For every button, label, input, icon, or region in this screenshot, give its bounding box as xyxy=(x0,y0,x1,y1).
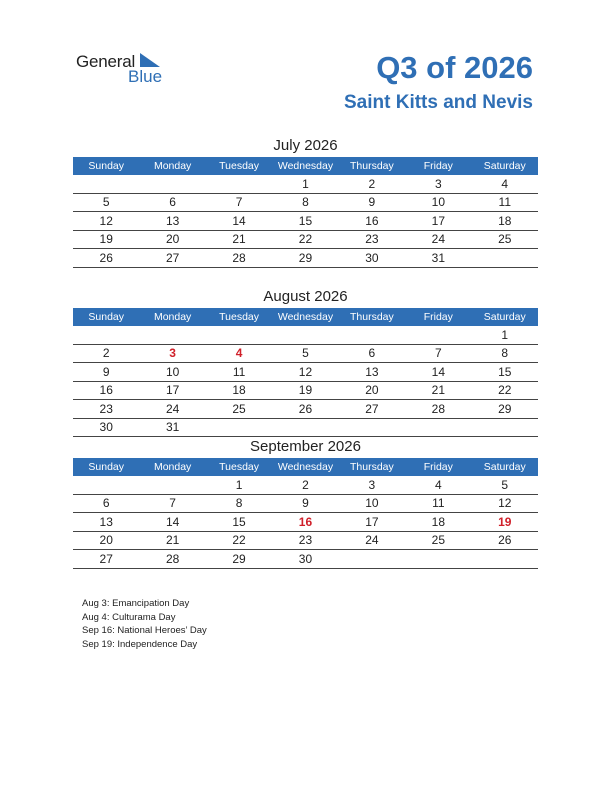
weekday-header: Saturday xyxy=(472,157,538,175)
page-title: Q3 of 2026 xyxy=(376,50,533,85)
empty-day-cell xyxy=(405,326,471,344)
month-calendar xyxy=(73,436,538,569)
weekday-header: Monday xyxy=(139,458,205,476)
empty-day-cell xyxy=(472,550,538,569)
day-cell: 5 xyxy=(472,476,538,494)
day-cell: 1 xyxy=(206,476,272,494)
month-calendar xyxy=(73,286,538,437)
weekday-header: Tuesday xyxy=(206,458,272,476)
empty-day-cell xyxy=(73,326,139,344)
day-cell: 9 xyxy=(272,494,338,513)
empty-day-cell xyxy=(472,418,538,437)
day-cell: 2 xyxy=(339,175,405,193)
day-cell: 30 xyxy=(73,418,139,437)
day-cell: 6 xyxy=(339,344,405,363)
day-cell: 1 xyxy=(472,326,538,344)
day-cell: 12 xyxy=(73,212,139,231)
day-cell: 23 xyxy=(339,230,405,249)
day-cell: 7 xyxy=(206,193,272,212)
day-cell: 28 xyxy=(206,249,272,268)
empty-day-cell xyxy=(405,550,471,569)
day-cell: 7 xyxy=(405,344,471,363)
weekday-header: Tuesday xyxy=(206,157,272,175)
day-cell: 8 xyxy=(206,494,272,513)
day-cell: 11 xyxy=(472,193,538,212)
week-row xyxy=(73,193,538,212)
empty-day-cell xyxy=(206,418,272,437)
day-cell: 17 xyxy=(405,212,471,231)
holiday-note: Aug 4: Culturama Day xyxy=(82,611,176,623)
day-cell: 2 xyxy=(272,476,338,494)
weekday-header: Saturday xyxy=(472,308,538,326)
day-cell: 9 xyxy=(339,193,405,212)
day-cell: 23 xyxy=(73,400,139,419)
month-grid xyxy=(73,157,538,268)
weekday-header: Tuesday xyxy=(206,308,272,326)
empty-day-cell xyxy=(272,326,338,344)
day-cell: 19 xyxy=(472,513,538,532)
week-row xyxy=(73,326,538,344)
day-cell: 11 xyxy=(405,494,471,513)
day-cell: 30 xyxy=(339,249,405,268)
day-cell: 27 xyxy=(339,400,405,419)
day-cell: 15 xyxy=(472,363,538,382)
week-row xyxy=(73,494,538,513)
day-cell: 26 xyxy=(272,400,338,419)
empty-day-cell xyxy=(472,249,538,268)
weekday-header-row xyxy=(73,458,538,476)
day-cell: 8 xyxy=(272,193,338,212)
day-cell: 12 xyxy=(272,363,338,382)
page-subtitle: Saint Kitts and Nevis xyxy=(344,92,533,113)
day-cell: 24 xyxy=(339,531,405,550)
empty-day-cell xyxy=(73,175,139,193)
weekday-header: Saturday xyxy=(472,458,538,476)
day-cell: 31 xyxy=(139,418,205,437)
day-cell: 1 xyxy=(272,175,338,193)
week-row xyxy=(73,363,538,382)
day-cell: 24 xyxy=(139,400,205,419)
week-row xyxy=(73,249,538,268)
month-grid xyxy=(73,458,538,569)
day-cell: 23 xyxy=(272,531,338,550)
month-title: September 2026 xyxy=(250,438,361,455)
day-cell: 3 xyxy=(405,175,471,193)
day-cell: 21 xyxy=(206,230,272,249)
week-row xyxy=(73,531,538,550)
day-cell: 14 xyxy=(405,363,471,382)
month-grid xyxy=(73,308,538,437)
weekday-header: Sunday xyxy=(73,458,139,476)
day-cell: 13 xyxy=(339,363,405,382)
holiday-notes xyxy=(82,597,207,651)
weekday-header: Friday xyxy=(405,308,471,326)
day-cell: 21 xyxy=(405,381,471,400)
day-cell: 27 xyxy=(73,550,139,569)
day-cell: 22 xyxy=(472,381,538,400)
weekday-header: Thursday xyxy=(339,458,405,476)
weekday-header: Wednesday xyxy=(272,157,338,175)
day-cell: 13 xyxy=(73,513,139,532)
day-cell: 6 xyxy=(139,193,205,212)
day-cell: 14 xyxy=(139,513,205,532)
empty-day-cell xyxy=(139,326,205,344)
empty-day-cell xyxy=(139,476,205,494)
week-row xyxy=(73,418,538,437)
empty-day-cell xyxy=(272,418,338,437)
week-row xyxy=(73,344,538,363)
weekday-header: Friday xyxy=(405,458,471,476)
day-cell: 18 xyxy=(405,513,471,532)
day-cell: 28 xyxy=(139,550,205,569)
day-cell: 20 xyxy=(139,230,205,249)
day-cell: 19 xyxy=(272,381,338,400)
holiday-note: Sep 19: Independence Day xyxy=(82,638,198,650)
day-cell: 27 xyxy=(139,249,205,268)
day-cell: 10 xyxy=(139,363,205,382)
day-cell: 28 xyxy=(405,400,471,419)
weekday-header: Thursday xyxy=(339,157,405,175)
day-cell: 22 xyxy=(206,531,272,550)
day-cell: 13 xyxy=(139,212,205,231)
week-row xyxy=(73,550,538,569)
weekday-header: Wednesday xyxy=(272,308,338,326)
logo-triangle-icon xyxy=(138,53,160,67)
day-cell: 10 xyxy=(405,193,471,212)
day-cell: 16 xyxy=(339,212,405,231)
day-cell: 6 xyxy=(73,494,139,513)
day-cell: 20 xyxy=(339,381,405,400)
day-cell: 15 xyxy=(206,513,272,532)
empty-day-cell xyxy=(206,175,272,193)
day-cell: 16 xyxy=(73,381,139,400)
brand-blue: Blue xyxy=(128,67,163,86)
day-cell: 4 xyxy=(206,344,272,363)
brand-logo xyxy=(76,52,176,88)
day-cell: 17 xyxy=(339,513,405,532)
day-cell: 18 xyxy=(472,212,538,231)
weekday-header: Thursday xyxy=(339,308,405,326)
day-cell: 29 xyxy=(206,550,272,569)
week-row xyxy=(73,230,538,249)
day-cell: 26 xyxy=(472,531,538,550)
weekday-header: Sunday xyxy=(73,157,139,175)
day-cell: 5 xyxy=(73,193,139,212)
weekday-header-row xyxy=(73,308,538,326)
day-cell: 17 xyxy=(139,381,205,400)
weekday-header: Friday xyxy=(405,157,471,175)
day-cell: 2 xyxy=(73,344,139,363)
empty-day-cell xyxy=(139,175,205,193)
day-cell: 4 xyxy=(472,175,538,193)
week-row xyxy=(73,175,538,193)
week-row xyxy=(73,476,538,494)
day-cell: 25 xyxy=(472,230,538,249)
weekday-header-row xyxy=(73,157,538,175)
brand-general: General xyxy=(76,52,136,71)
month-calendar xyxy=(73,135,538,268)
day-cell: 12 xyxy=(472,494,538,513)
day-cell: 31 xyxy=(405,249,471,268)
day-cell: 30 xyxy=(272,550,338,569)
day-cell: 20 xyxy=(73,531,139,550)
weekday-header: Sunday xyxy=(73,308,139,326)
day-cell: 3 xyxy=(339,476,405,494)
day-cell: 19 xyxy=(73,230,139,249)
day-cell: 8 xyxy=(472,344,538,363)
empty-day-cell xyxy=(339,326,405,344)
day-cell: 9 xyxy=(73,363,139,382)
day-cell: 4 xyxy=(405,476,471,494)
weekday-header: Monday xyxy=(139,157,205,175)
day-cell: 7 xyxy=(139,494,205,513)
empty-day-cell xyxy=(206,326,272,344)
day-cell: 15 xyxy=(272,212,338,231)
empty-day-cell xyxy=(73,476,139,494)
empty-day-cell xyxy=(339,418,405,437)
weekday-header: Wednesday xyxy=(272,458,338,476)
day-cell: 29 xyxy=(472,400,538,419)
day-cell: 21 xyxy=(139,531,205,550)
weekday-header: Monday xyxy=(139,308,205,326)
day-cell: 25 xyxy=(206,400,272,419)
day-cell: 3 xyxy=(139,344,205,363)
day-cell: 5 xyxy=(272,344,338,363)
day-cell: 11 xyxy=(206,363,272,382)
day-cell: 29 xyxy=(272,249,338,268)
empty-day-cell xyxy=(405,418,471,437)
week-row xyxy=(73,513,538,532)
week-row xyxy=(73,212,538,231)
holiday-note: Sep 16: National Heroes’ Day xyxy=(82,625,207,636)
day-cell: 26 xyxy=(73,249,139,268)
week-row xyxy=(73,381,538,400)
holiday-note: Aug 3: Emancipation Day xyxy=(82,598,190,609)
month-title: August 2026 xyxy=(263,288,348,305)
day-cell: 22 xyxy=(272,230,338,249)
day-cell: 16 xyxy=(272,513,338,532)
day-cell: 14 xyxy=(206,212,272,231)
day-cell: 10 xyxy=(339,494,405,513)
day-cell: 25 xyxy=(405,531,471,550)
week-row xyxy=(73,400,538,419)
month-title: July 2026 xyxy=(273,137,338,154)
empty-day-cell xyxy=(339,550,405,569)
day-cell: 24 xyxy=(405,230,471,249)
day-cell: 18 xyxy=(206,381,272,400)
